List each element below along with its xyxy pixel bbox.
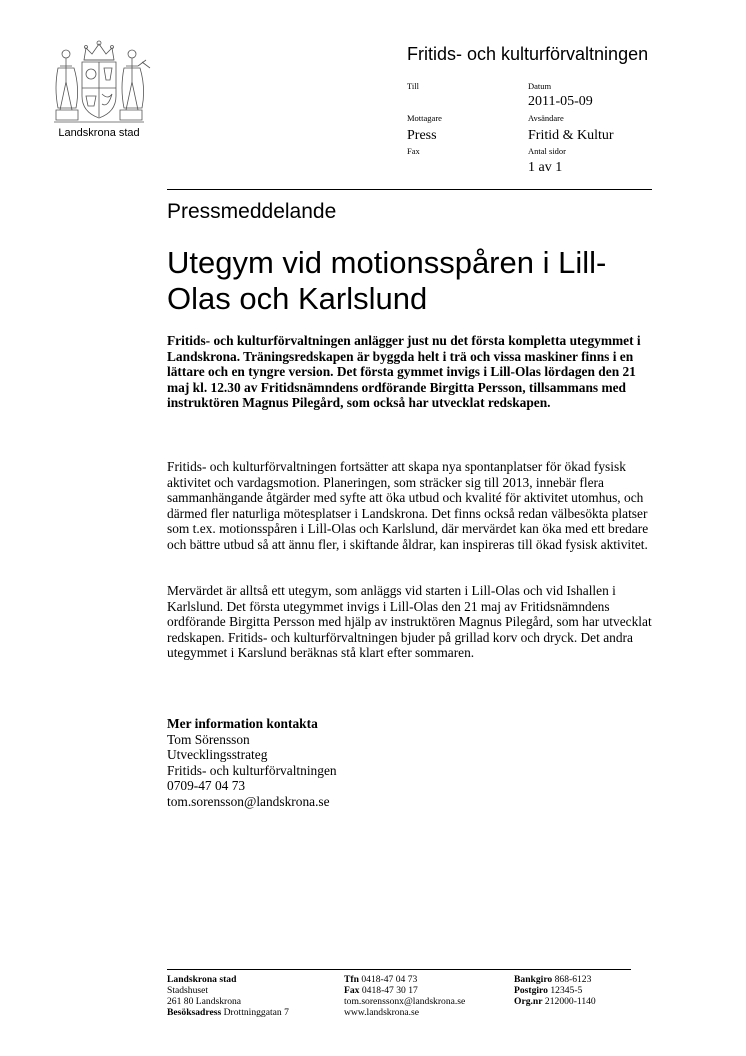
footer-divider <box>167 969 631 970</box>
contact-org: Fritids- och kulturförvaltningen <box>167 762 337 778</box>
footer-fax-label: Fax <box>344 985 360 996</box>
footer-fax-value: 0418-47 30 17 <box>361 985 418 996</box>
till-label: Till <box>407 81 419 91</box>
lead-paragraph: Fritids- och kulturförvaltningen anlägger just nu det första kompletta utegymmet i Landskrona. Träningsredskapen är byggda helt i trä och vissa maskiner finns i en lättare och en tyngre version. Det första gymmet invigs i Lill-Olas lördagen den 21 maj kl. 12.30 av Fritidsnämndens ordförande Birgitta Persson, tillsammans med instruktören Magnus Pilegård, som också har utvecklat redskapen. <box>167 333 641 410</box>
mottagare-value: Press <box>407 128 437 143</box>
footer-web[interactable]: www.landskrona.se <box>344 1007 420 1018</box>
landskrona-logo <box>36 38 162 146</box>
datum-value: 2011-05-09 <box>528 94 593 109</box>
footer-visit-label: Besöksadress <box>167 1007 222 1018</box>
contact-heading: Mer information kontakta <box>167 716 318 731</box>
department-name: Fritids- och kulturförvaltningen <box>407 44 649 64</box>
footer-orgnr-value: 212000-1140 <box>544 996 596 1007</box>
body-paragraph-1: Fritids- och kulturförvaltningen fortsätter att skapa nya spontanplatser för ökad fysisk aktivitet och vardagsmotion. Planeringen, som sträcker sig till 2013, innebär flera sammanhängande åtgärder med syfte att öka utbud och kvalité för aktivitet utomhus, och därmed fler naturliga mötesplatser i Landskrona. Det finns också redan välbesökta platser som t.ex. motionsspåren i Lill-Olas och Karlslund, där mervärdet kan öka med ett bredare och bättre utbud så att ännu fler, i skiftande åldrar, kan inspireras till ökad fysisk aktivitet. <box>167 459 649 552</box>
antal-sidor-label: Antal sidor <box>528 146 567 156</box>
avsandare-label: Avsändare <box>528 113 564 123</box>
contact-block <box>167 716 337 810</box>
logo-caption: Landskrona stad <box>58 127 140 139</box>
contact-email[interactable]: tom.sorensson@landskrona.se <box>167 793 330 809</box>
mottagare-label: Mottagare <box>407 113 442 123</box>
footer-building: Stadshuset <box>167 985 209 996</box>
contact-title: Utvecklingsstrateg <box>167 747 268 763</box>
footer-bankgiro-value: 868-6123 <box>554 974 592 985</box>
antal-sidor-value: 1 av 1 <box>528 160 563 175</box>
footer-orgnr-label: Org.nr <box>514 996 543 1007</box>
contact-phone: 0709-47 04 73 <box>167 778 246 794</box>
footer-postal: 261 80 Landskrona <box>167 996 242 1007</box>
footer-tfn-value: 0418-47 04 73 <box>361 974 418 985</box>
footer-tfn-label: Tfn <box>344 974 359 985</box>
footer-address <box>167 974 289 1018</box>
header-divider <box>167 189 652 190</box>
footer-postgiro-label: Postgiro <box>514 985 548 996</box>
footer-postgiro-value: 12345-5 <box>550 985 583 996</box>
fax-label: Fax <box>407 146 420 156</box>
footer-contact <box>344 974 465 1018</box>
document-type: Pressmeddelande <box>167 200 337 223</box>
footer-visit-value: Drottninggatan 7 <box>223 1007 289 1018</box>
footer-email[interactable]: tom.sorenssonx@landskrona.se <box>344 996 466 1007</box>
datum-label: Datum <box>528 81 552 91</box>
footer-banking <box>514 974 596 1007</box>
coat-of-arms-icon <box>46 38 152 126</box>
footer-bankgiro-label: Bankgiro <box>514 974 553 985</box>
avsandare-value: Fritid & Kultur <box>528 128 614 143</box>
headline: Utegym vid motionsspåren i Lill-Olas och Karlslund <box>167 245 607 316</box>
footer-org-name: Landskrona stad <box>167 974 237 985</box>
contact-name: Tom Sörensson <box>167 731 250 747</box>
body-paragraph-2: Mervärdet är alltså ett utegym, som anläggs vid starten i Lill-Olas och vid Ishallen i Karlslund. Det första utegymmet invigs i Lill-Olas den 21 maj av Fritidsnämndens ordförande Birgitta Persson med hjälp av instruktören Magnus Pilegård, som har utvecklat redskapen. Fritids- och kulturförvaltningen bjuder på grillad korv och dryck. Det andra utegymmet i Karslund beräknas stå klart efter sommaren. <box>167 583 652 660</box>
